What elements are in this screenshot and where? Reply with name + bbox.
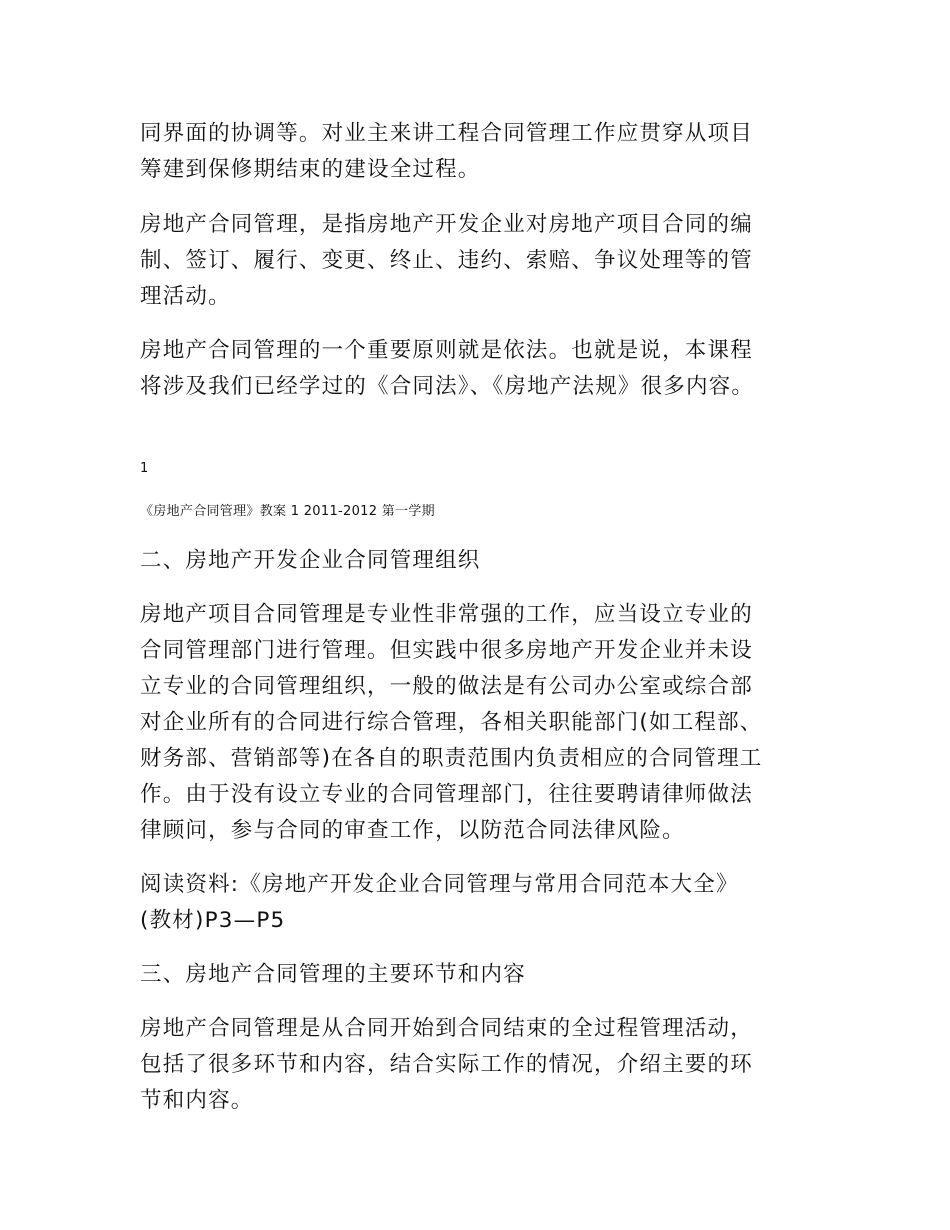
section-2-body-line-2: 合同管理部门进行管理。但实践中很多房地产开发企业并未设 <box>140 638 753 663</box>
section-2-heading: 二、房地产开发企业合同管理组织 <box>140 548 481 573</box>
section-2-body-line-7: 律顾问，参与合同的审查工作，以防范合同法律风险。 <box>140 818 685 843</box>
paragraph-3-line-2: 将涉及我们已经学过的《合同法》、《房地产法规》很多内容。 <box>140 374 755 399</box>
section-2-body-line-4: 对企业所有的合同进行综合管理，各相关职能部门(如工程部、 <box>140 710 763 735</box>
section-2-body-line-6: 作。由于没有设立专业的合同管理部门，往往要聘请律师做法 <box>140 782 753 807</box>
section-3-body-line-2: 包括了很多环节和内容，结合实际工作的情况，介绍主要的环 <box>140 1052 753 1077</box>
section-2-body-line-3: 立专业的合同管理组织，一般的做法是有公司办公室或综合部 <box>140 674 753 699</box>
section-3-body-line-1: 房地产合同管理是从合同开始到合同结束的全过程管理活动， <box>140 1016 753 1041</box>
paragraph-2-line-1: 房地产合同管理，是指房地产开发企业对房地产项目合同的编 <box>140 212 753 237</box>
section-2-body-line-5: 财务部、营销部等)在各自的职责范围内负责相应的合同管理工 <box>140 746 763 771</box>
section-2-body-line-1: 房地产项目合同管理是专业性非常强的工作，应当设立专业的 <box>140 602 753 627</box>
section-3-heading: 三、房地产合同管理的主要环节和内容 <box>140 962 526 987</box>
reading-reference-line-1: 阅读资料:《房地产开发企业合同管理与常用合同范本大全》 <box>140 872 739 897</box>
section-3-body-line-3: 节和内容。 <box>140 1088 254 1113</box>
running-header: 《房地产合同管理》教案 1 2011-2012 第一学期 <box>140 504 435 519</box>
paragraph-1-line-1: 同界面的协调等。对业主来讲工程合同管理工作应贯穿从项目 <box>140 121 753 146</box>
paragraph-3-line-1: 房地产合同管理的一个重要原则就是依法。也就是说，本课程 <box>140 338 753 363</box>
reading-reference-line-2: (教材)P3—P5 <box>140 908 286 933</box>
paragraph-2-line-3: 理活动。 <box>140 284 231 309</box>
paragraph-1-line-2: 筹建到保修期结束的建设全过程。 <box>140 157 481 182</box>
paragraph-2-line-2: 制、签订、履行、变更、终止、违约、索赔、争议处理等的管 <box>140 248 753 273</box>
page-number: 1 <box>140 461 149 476</box>
